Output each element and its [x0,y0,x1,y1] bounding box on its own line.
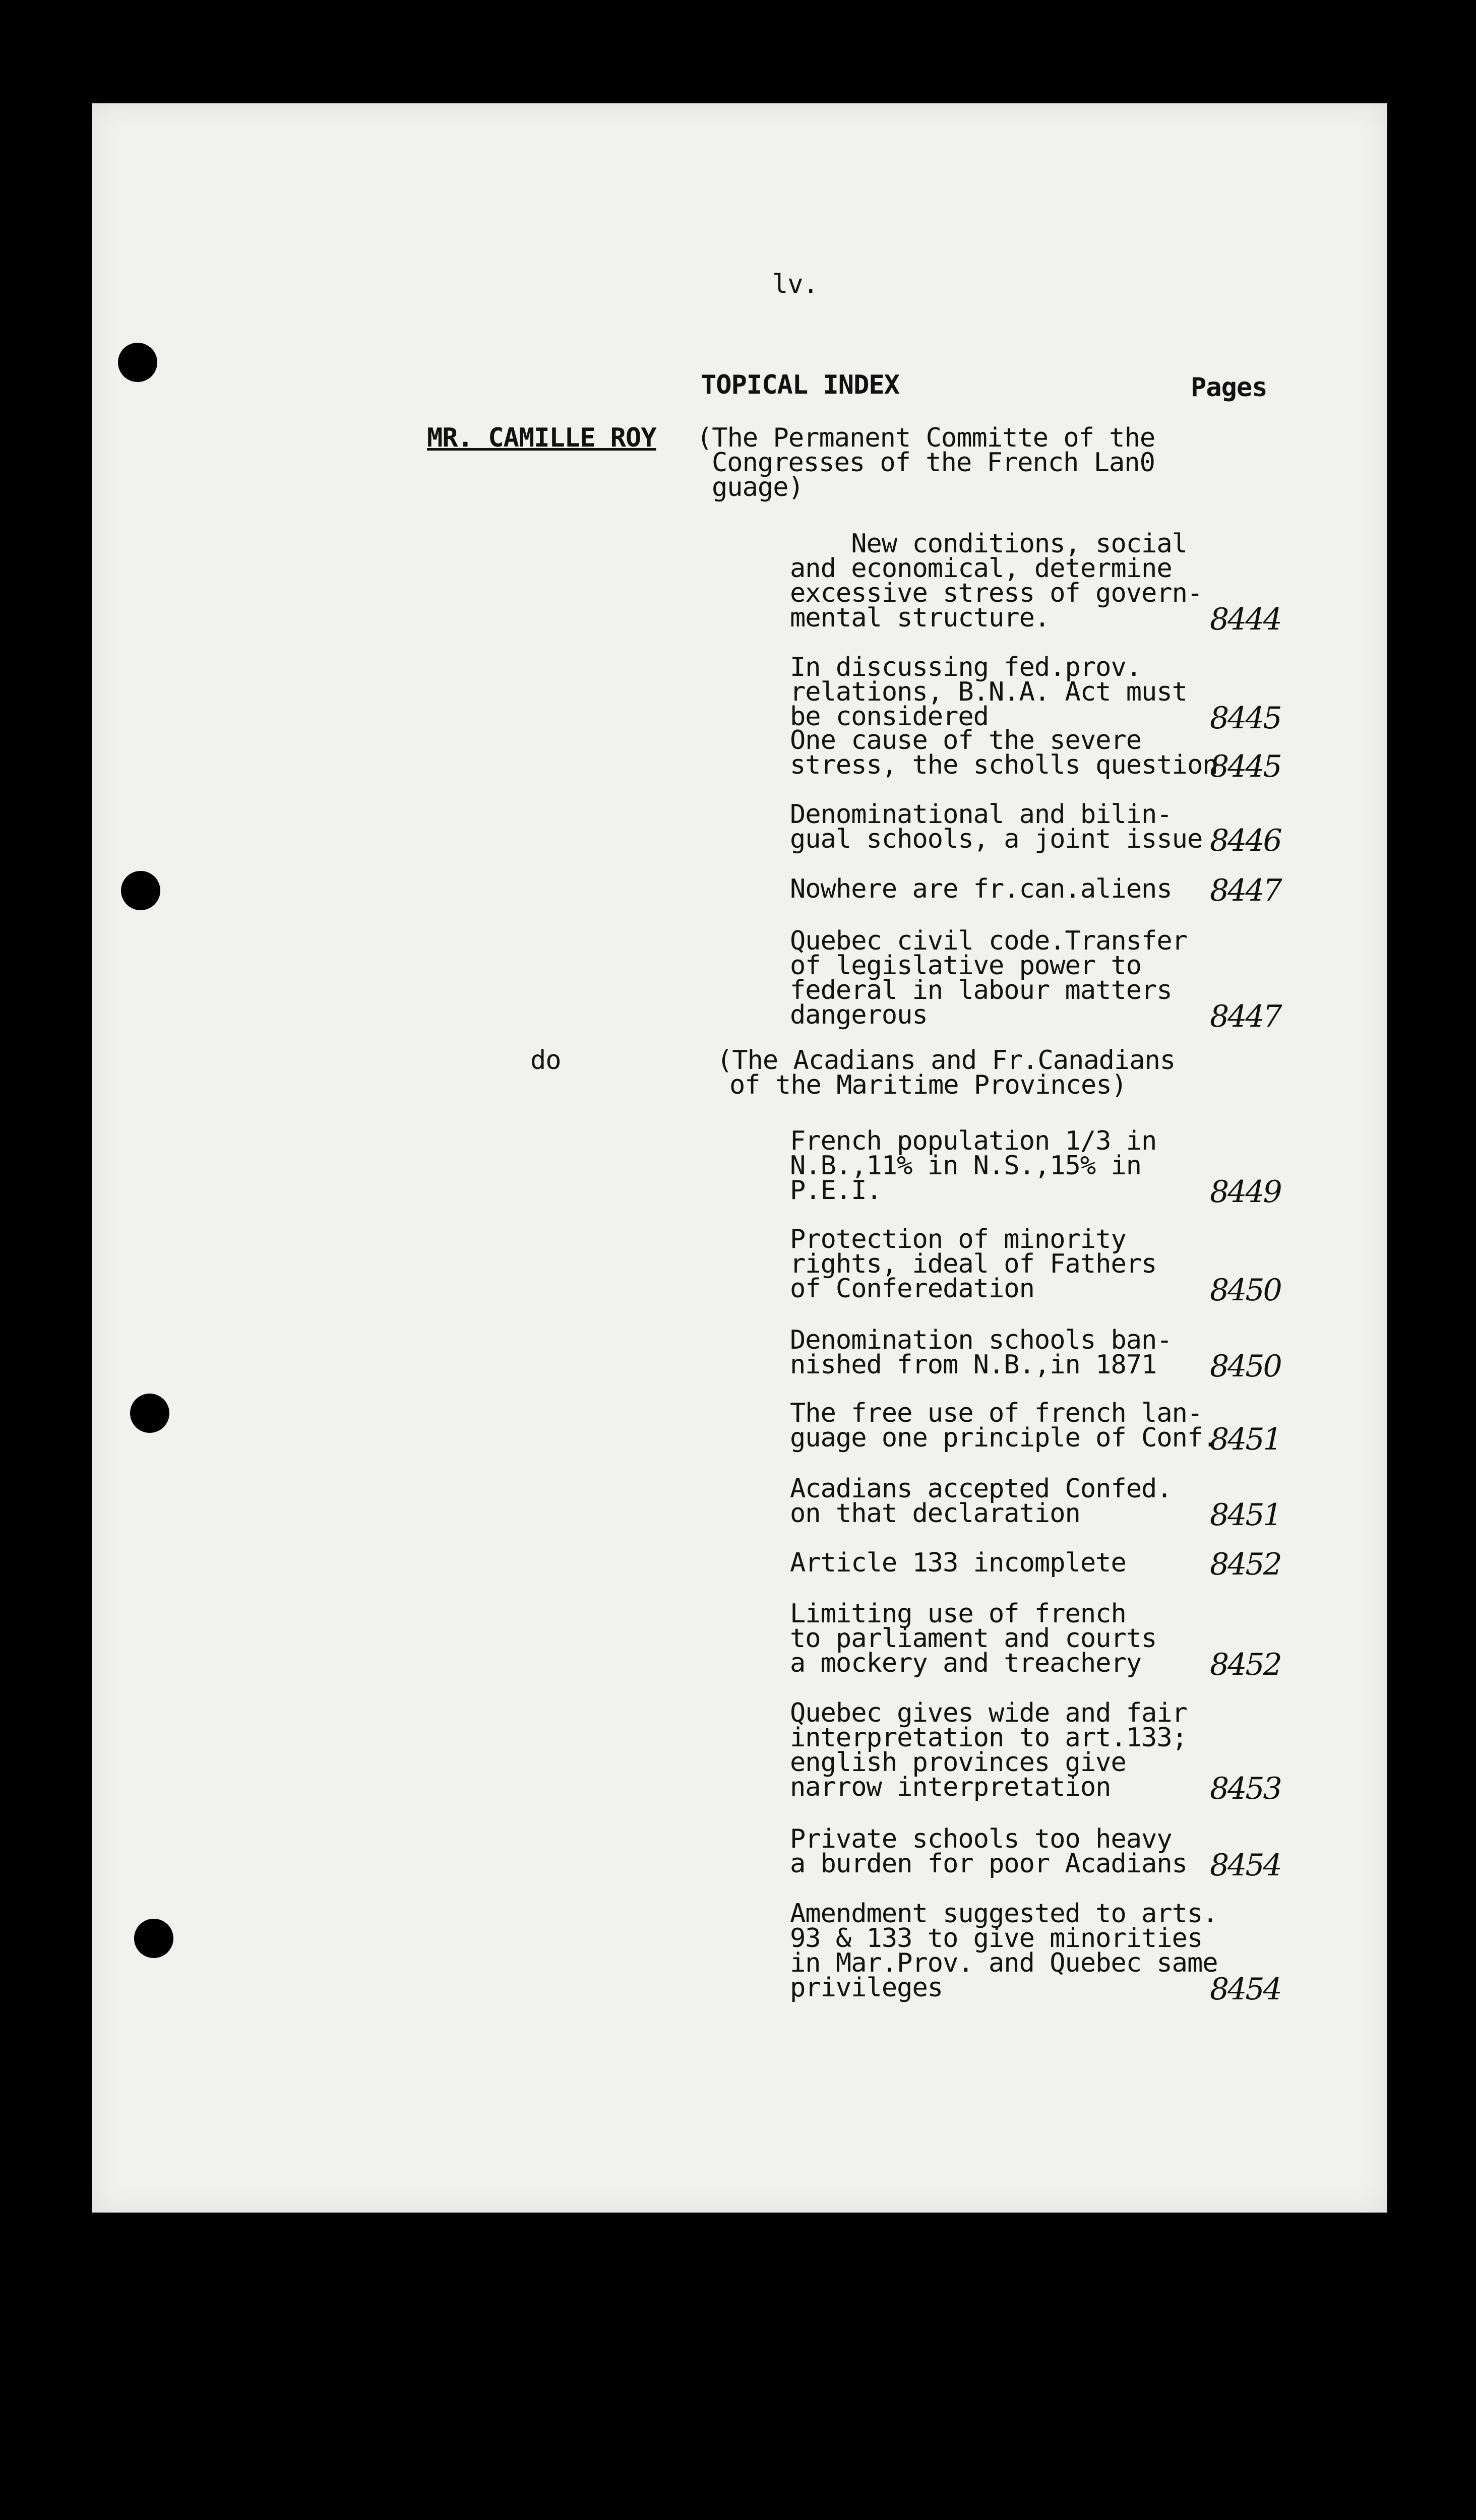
entry-text-line: be considered [790,702,989,732]
punch-hole [121,871,160,910]
entry-text-line: interpretation to art.133; [790,1723,1187,1753]
entry-text-line: The free use of french lan- [790,1398,1203,1428]
entry-text-line: Denomination schools ban- [790,1325,1172,1355]
punch-hole [118,343,157,382]
entry-text-line: relations, B.N.A. Act must [790,677,1187,707]
entry-page-number: 8447 [1210,999,1281,1034]
entry-page-number: 8453 [1210,1771,1281,1806]
section-heading-line: Congresses of the French Lan0 [712,448,1155,478]
entry-text-line: nished from N.B.,in 1871 [790,1350,1157,1380]
index-title: TOPICAL INDEX [701,370,899,400]
entry-text-line: a mockery and treachery [790,1648,1142,1678]
entry-text-line: privileges [790,1973,943,2003]
entry-text-line: of Conferedation [790,1274,1034,1304]
section-heading-line: (The Acadians and Fr.Canadians [717,1045,1176,1076]
entry-text-line: gual schools, a joint issue [790,824,1203,854]
entry-text-line: mental structure. [790,603,1050,633]
witness-name: MR. CAMILLE ROY [427,423,656,453]
entry-page-number: 8450 [1210,1273,1281,1308]
entry-text-line: dangerous [790,1000,928,1030]
ditto-mark: do [530,1045,561,1076]
section-heading-line: guage) [712,472,804,502]
entry-text-line: stress, the scholls question [790,750,1218,780]
entry-text-line: guage one principle of Conf. [790,1423,1218,1453]
entry-text-line: a burden for poor Acadians [790,1849,1187,1879]
pages-column-header: Pages [1191,372,1267,403]
page-number: lv. [772,269,818,299]
entry-text-line: In discussing fed.prov. [790,652,1142,682]
entry-text-line: One cause of the severe [790,725,1142,755]
entry-text-line: Protection of minority [790,1224,1126,1254]
entry-text-line: rights, ideal of Fathers [790,1249,1157,1279]
punch-hole [134,1919,173,1958]
entry-text-line: N.B.,11% in N.S.,15% in [790,1151,1142,1181]
entry-page-number: 8444 [1210,602,1281,637]
entry-text-line: and economical, determine [790,553,1172,584]
entry-text-line: Nowhere are fr.can.aliens [790,874,1172,904]
entry-text-line: New conditions, social [790,529,1187,559]
entry-text-line: narrow interpretation [790,1772,1111,1802]
entry-text-line: to parliament and courts [790,1623,1157,1654]
entry-text-line: Quebec gives wide and fair [790,1698,1187,1728]
section-heading-line: (The Permanent Committe of the [697,423,1155,453]
entry-text-line: Acadians accepted Confed. [790,1474,1172,1504]
entry-text-line: Private schools too heavy [790,1824,1172,1854]
entry-text-line: Limiting use of french [790,1599,1126,1629]
entry-text-line: in Mar.Prov. and Quebec same [790,1948,1218,1978]
entry-page-number: 8451 [1210,1422,1281,1457]
entry-page-number: 8450 [1210,1349,1281,1384]
entry-page-number: 8454 [1210,1848,1281,1883]
entry-page-number: 8445 [1210,749,1281,784]
entry-text-line: english provinces give [790,1747,1126,1778]
entry-text-line: excessive stress of govern- [790,578,1203,608]
entry-text-line: Denominational and bilin- [790,799,1172,830]
entry-page-number: 8452 [1210,1647,1281,1682]
entry-page-number: 8447 [1210,873,1281,908]
entry-text-line: French population 1/3 in [790,1126,1157,1156]
entry-text-line: P.E.I. [790,1175,882,1206]
entry-page-number: 8452 [1210,1547,1281,1582]
entry-text-line: federal in labour matters [790,975,1172,1005]
entry-text-line: Article 133 incomplete [790,1548,1126,1578]
entry-page-number: 8446 [1210,823,1281,858]
entry-text-line: on that declaration [790,1498,1080,1529]
entry-page-number: 8445 [1210,701,1281,736]
punch-hole [130,1394,169,1433]
entry-page-number: 8451 [1210,1497,1281,1533]
archive-footer [0,2258,1476,2520]
entry-text-line: of legislative power to [790,951,1142,981]
entry-page-number: 8449 [1210,1174,1281,1210]
entry-text-line: 93 & 133 to give minorities [790,1923,1203,1954]
document-page [92,103,1387,2213]
entry-text-line: Quebec civil code.Transfer [790,926,1187,956]
entry-page-number: 8454 [1210,1972,1281,2007]
section-heading-line: of the Maritime Provinces) [729,1070,1127,1100]
entry-text-line: Amendment suggested to arts. [790,1899,1218,1929]
